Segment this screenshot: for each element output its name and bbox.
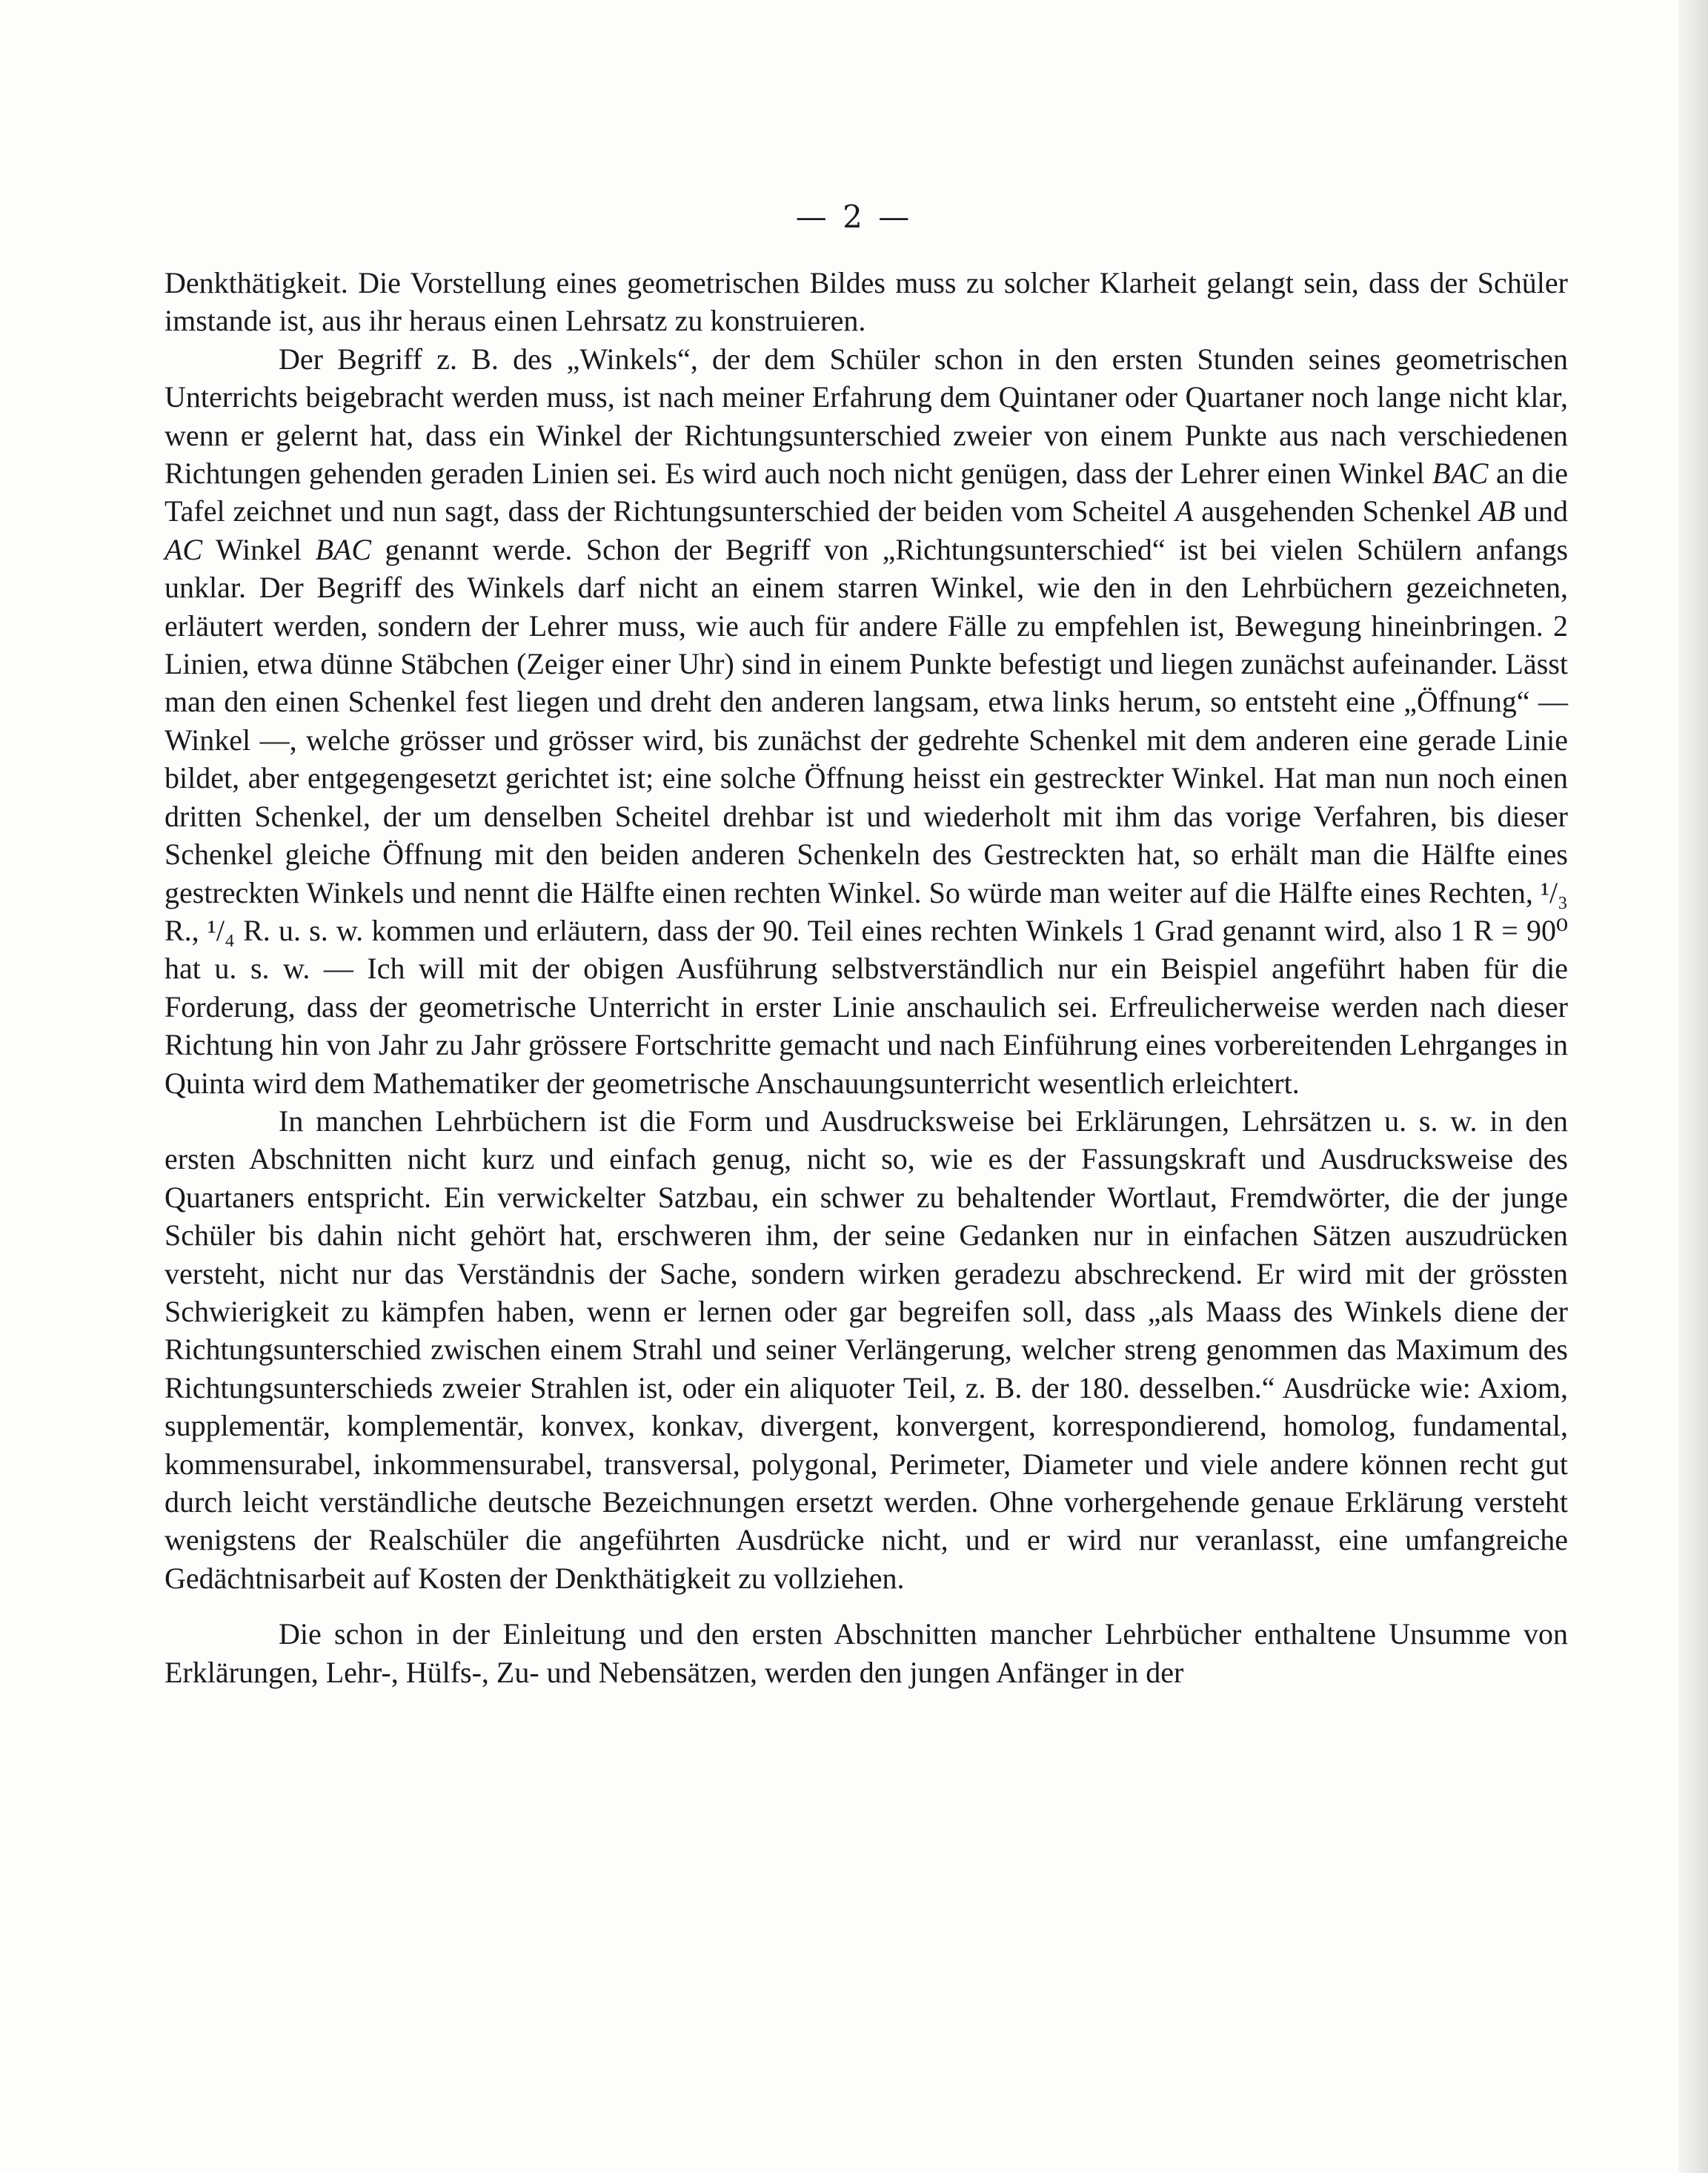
body-text xyxy=(165,264,1568,1691)
paragraph-2-part-3: ausgehenden Schenkel xyxy=(1201,494,1472,528)
paragraph-2 xyxy=(165,340,1568,1102)
paragraph-3: In manchen Lehrbüchern ist die Form und Ausdrucksweise bei Erklärungen, Lehrsätzen u. s. w. in den ersten Abschnitten nicht kurz und einfach genug, nicht so, wie es der Fassungskraft und Ausdrucksweise des Quartaners entspricht. Ein verwickelter Satzbau, ein schwer zu behaltender Wortlaut, Fremdwörter, die der junge Schüler bis dahin nicht gehört hat, erschweren ihm, der seine Gedanken nur in einfachen Sätzen auszudrücken versteht, nicht nur das Verständnis der Sache, sondern wirken geradezu abschreckend. Er wird mit der grössten Schwierigkeit zu kämpfen haben, wenn er lernen oder gar begreifen soll, dass „als Maass des Winkels diene der Richtungsunterschied zwischen einem Strahl und seiner Verlängerung, welcher streng genommen das Maximum des Richtungsunterschieds zweier Strahlen ist, oder ein aliquoter Teil, z. B. der 180. desselben.“ Ausdrücke wie: Axiom, supplementär, komplementär, konvex, konkav, divergent, konvergent, korrespondierend, homolog, fundamental, kommensurabel, inkommensurabel, transversal, polygonal, Perimeter, Diameter und viele andere können recht gut durch leicht verständliche deutsche Bezeichnungen ersetzt werden. Ohne vorhergehende genaue Erklärung versteht wenigstens der Realschüler die angeführten Ausdrücke nicht, und er wird nur veranlasst, eine umfangreiche Gedächtnisarbeit auf Kosten der Denkthätigkeit zu vollziehen. xyxy=(165,1104,1568,1595)
angle-bac-label: BAC xyxy=(1432,457,1489,491)
paragraph-2-part-6: genannt werde. Schon der Begriff von „Richtungsunterschied“ ist bei vielen Schülern anfangs unklar. Der Begriff des Winkels darf nicht an einem starren Winkel, wie den in den Lehrbüchern gezeichneten, erläutert werden, sondern der Lehrer muss, wie auch für andere Fälle zu empfehlen ist, Bewegung hineinbringen. 2 Linien, etwa dünne Stäbchen (Zeiger einer Uhr) sind in einem Punkte befestigt und liegen zunächst aufeinander. Lässt man den einen Schenkel fest liegen und dreht den anderen langsam, etwa links herum, so entsteht eine „Öffnung“ — Winkel —, welche grösser und grösser wird, bis zunächst der gedrehte Schenkel mit dem anderen eine gerade Linie bildet, aber entgegengesetzt gerichtet ist; eine solche Öffnung heisst ein gestreckter Winkel. Hat man nun noch einen dritten Schenkel, der um denselben Scheitel drehbar ist und wiederholt mit ihm das vorige Verfahren, bis dieser Schenkel gleiche Öffnung mit den beiden anderen Schenkeln des Gestreckten hat, so erhält man die Hälfte eines gestreckten Winkels und nennt die Hälfte einen rechten Winkel. So würde man weiter auf die Hälfte eines Rechten, ¹/₃ R., ¹/₄ R. u. s. w. kommen und erläutern, dass der 90. Teil eines rechten Winkels 1 Grad genannt wird, also 1 R = 90⁰ hat u. s. w. — Ich will mit der obigen Ausführung selbstverständlich nur ein Beispiel angeführt haben für die Forderung, dass der geometrische Unterricht in erster Linie anschaulich sei. Erfreulicherweise werden nach dieser Richtung hin von Jahr zu Jahr grössere Fortschritte gemacht und nach Einführung eines vorbereitenden Lehrganges in Quinta wird dem Mathematiker der geometrische Anschauungsunterricht wesentlich erleichtert. xyxy=(165,532,1569,1100)
angle-bac-label-2: BAC xyxy=(315,532,372,566)
leg-ab-label: AB xyxy=(1479,494,1516,528)
leg-ac-label: AC xyxy=(165,532,203,566)
paragraph-2-part-4: und xyxy=(1523,494,1568,528)
paragraph-4: Die schon in der Einleitung und den ersten Abschnitten mancher Lehrbücher enthaltene Unsumme von Erklärungen, Lehr-, Hülfs-, Zu- und Nebensätzen, werden den jungen Anfänger in der xyxy=(165,1617,1568,1689)
page-edge-shadow xyxy=(1678,0,1708,2173)
paragraph-1: Denkthätigkeit. Die Vorstellung eines geometrischen Bildes muss zu solcher Klarheit gelangt sein, dass der Schüler imstande ist, aus ihr heraus einen Lehrsatz zu konstruieren. xyxy=(165,266,1568,338)
page-number: — 2 — xyxy=(795,199,913,235)
paragraph-2-part-1: Der Begriff z. B. des „Winkels“, der dem Schüler schon in den ersten Stunden seines geometrischen Unterrichts beigebracht werden muss, ist nach meiner Erfahrung dem Quintaner oder Quartaner noch lange nicht klar, wenn er gelernt hat, dass ein Winkel der Richtungsunterschied zweier von einem Punkte aus nach verschiedenen Richtungen gehenden geraden Linien sei. Es wird auch noch nicht genügen, dass der Lehrer einen Winkel xyxy=(165,342,1568,491)
paragraph-2-part-2: an die Tafel zeichnet und nun sagt, dass der Richtungsunterschied der beiden vom Scheitel xyxy=(165,457,1569,528)
paragraph-2-part-5: Winkel xyxy=(215,532,302,566)
vertex-a-label: A xyxy=(1174,494,1194,528)
